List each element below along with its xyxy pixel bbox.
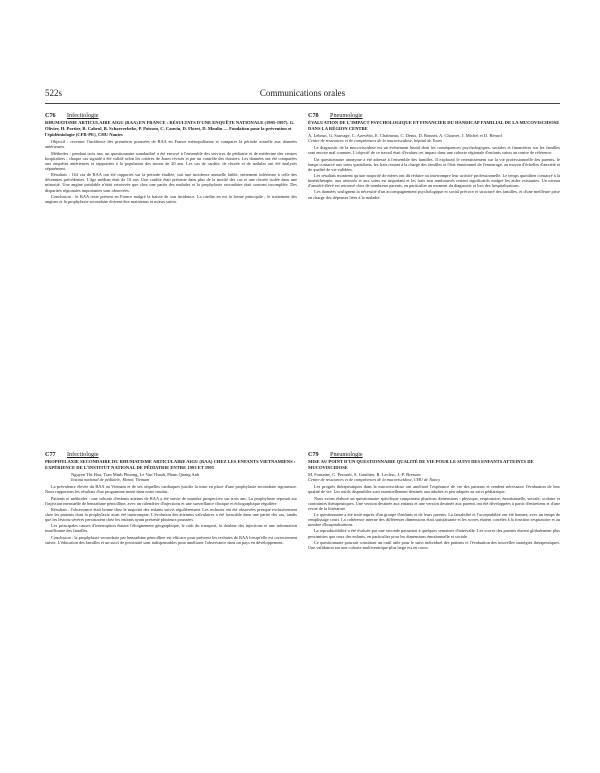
abstract-c78 xyxy=(308,112,560,358)
abstract-title: MISE AU POINT D'UN QUESTIONNAIRE QUALITÉ DE VIE POUR LE SUIVI DES ENFANTS ATTEINTS DE MUCOVISCIDOSE xyxy=(308,459,534,470)
abstract-code: C76 xyxy=(45,112,56,119)
abstract-paragraph: Les résultats montrent qu'une majorité de mères ont dû réduire ou interrompre leur activité professionnelle. Le temps quotidien consacré à la kinésithérapie, aux aérosols et aux soins est important et les frais non remboursés restent significatifs malgré les aides existantes. Un niveau d'anxiété élevé est retrouvé chez de nombreux parents, en particulier au moment du diagnostic et lors des hospitalisations. xyxy=(308,172,560,189)
abstract-heading xyxy=(45,451,297,458)
abstract-heading xyxy=(308,112,560,119)
header-rule xyxy=(45,103,560,104)
abstract-paragraph: Méthodes : pendant trois ans, un questionnaire standardisé a été envoyé à l'ensemble des services de pédiatrie et de médecine des centres hospitaliers ; chaque cas signalé a été validé selon les critères de Jones révisés et par un contrôle des dossiers. Les données ont été comparées aux enquêtes antérieures et rapportées à la population des moins de 20 ans. Les cas de cardite, de chorée et de nodules ont été analysés séparément. xyxy=(45,150,297,171)
abstract-affiliation: Centre de ressources et de compétences de la mucoviscidose, CHU de Nancy xyxy=(308,477,441,482)
abstract-paragraph: Les principales causes d'interruption étaient l'éloignement géographique, le coût du transport, la douleur des injections et une information insuffisante des familles. xyxy=(45,523,297,534)
abstract-authors: M. Fontaine, C. Perrault, S. Gauthier, R. Leclerc, J.-P. Bresson xyxy=(308,471,421,477)
abstract-paragraph: Résultats : 164 cas de RAA ont été rapportés sur la période étudiée, soit une incidence annuelle faible, nettement inférieure à celle des décennies précédentes. L'âge médian était de 10 ans. Une cardite était présente dans plus de la moitié des cas et une chorée isolée dans une minorité. Une angine préalable n'était retrouvée que chez une partie des malades et la prophylaxie secondaire était souvent incomplète. Des disparités régionales importantes sont observées. xyxy=(45,172,297,193)
abstract-body xyxy=(45,484,297,545)
abstract-topic: Pneumologie xyxy=(330,451,363,458)
abstract-topic: Infectiologie xyxy=(67,112,99,119)
abstract-code: C78 xyxy=(308,112,319,119)
abstract-paragraph: Objectif : recenser l'incidence des premières poussées de RAA en France métropolitaine et comparer la période actuelle aux données antérieures. xyxy=(45,139,297,150)
abstract-body xyxy=(308,145,560,200)
abstract-c79 xyxy=(308,451,560,767)
abstract-title: RHUMATISME ARTICULAIRE AIGU (RAA) EN FRANCE : RÉSULTATS D'UNE ENQUÊTE NATIONALE (1995-1997). G. Olivier, H. Portier, B. Cabrol, B. Schaeverbeke, P. Poisson, C. Cauvin, D. Floret, D. Moulin — Fondation pour la prévention et l'épidémiologie (CFR-PE), CHU Nantes xyxy=(45,120,295,137)
abstract-authors: A. Lebrun, G. Sauvage, C. Azevêdo, E. Chalmeau, C. Denis, D. Bonnet, A. Chauvet, J. Michel et D. Bérard xyxy=(308,132,502,138)
abstract-c77 xyxy=(45,451,297,767)
page-number: 522s xyxy=(45,88,63,98)
abstract-paragraph: Ce questionnaire pourrait constituer un outil utile pour le suivi individuel des patients et l'évaluation des nouvelles stratégies thérapeutiques. Une validation sur une cohorte multicentrique plus large est en cours. xyxy=(308,539,560,550)
abstract-paragraph: Les progrès thérapeutiques dans la mucoviscidose ont amélioré l'espérance de vie des patients et rendent nécessaire l'évaluation de leur qualité de vie. Les outils disponibles sont essentiellement destinés aux adultes et peu adaptés au suivi pédiatrique. xyxy=(308,484,560,495)
abstract-topic: Pneumologie xyxy=(330,112,363,119)
abstract-affiliation: Institut national de pédiatrie, Hanoï, Vietnam xyxy=(71,477,150,482)
abstract-paragraph: Un questionnaire anonyme a été adressé à l'ensemble des familles. Il explorait le retentissement sur la vie professionnelle des parents, le temps consacré aux soins quotidiens, les frais restant à la charge des familles et l'état émotionnel de l'entourage, au moyen d'échelles d'anxiété et de qualité de vie validées. xyxy=(308,156,560,172)
abstract-paragraph: Le questionnaire a été testé auprès d'un groupe d'enfants et de leurs parents. La faisabilité et l'acceptabilité ont été bonnes, avec un temps de remplissage court. La cohérence interne des différentes dimensions était satisfaisante et les scores étaient corrélés à la fonction respiratoire et au nombre d'hospitalisations. xyxy=(308,511,560,528)
abstract-paragraph: Le diagnostic de la mucoviscidose est un événement brutal dont les conséquences psychologiques, sociales et financières sur les familles sont encore mal connues. L'objectif de ce travail était d'évaluer cet impact dans une cohorte régionale d'enfants suivis au centre de référence. xyxy=(308,145,560,156)
abstract-title: PROPHYLAXIE SECONDAIRE DU RHUMATISME ARTICULAIRE AIGU (RAA) CHEZ LES ENFANTS VIETNAMIENS : EXPÉRIENCE DE L'INSTITUT NATIONAL DE PÉDIATRIE ENTRE 1993 ET 1995 xyxy=(45,459,296,470)
abstract-body xyxy=(45,139,297,204)
abstract-heading xyxy=(45,112,297,119)
abstract-paragraph: La prévalence élevée du RAA au Vietnam et de ses séquelles cardiaques justifie la mise en place d'une prophylaxie secondaire rigoureuse. Nous rapportons les résultats d'un programme mené dans notre institut. xyxy=(45,484,297,495)
abstract-heading xyxy=(308,451,560,458)
abstract-paragraph: Conclusion : le RAA reste présent en France malgré la baisse de son incidence. La cardite en est la forme principale ; le traitement des angines et la prophylaxie secondaire doivent être maintenus et mieux suivis. xyxy=(45,193,297,204)
abstract-authors: Nguyen Thi Hoa, Tran Minh Phuong, Le Van Thanh, Pham Quang Anh xyxy=(71,471,200,477)
abstract-paragraph: Conclusion : la prophylaxie secondaire par benzathine pénicilline est efficace pour prévenir les rechutes de RAA lorsqu'elle est correctement suivie. L'éducation des familles et un suivi de proximité sont indispensables pour améliorer l'observance dans un pays en développement. xyxy=(45,534,297,545)
abstract-paragraph: Nous avons élaboré un questionnaire spécifique comportant plusieurs dimensions : physique, respiratoire, émotionnelle, sociale, scolaire et contraintes thérapeutiques. Une version destinée aux enfants et une version destinée aux parents ont été développées à partir d'entretiens et d'une revue de la littérature. xyxy=(308,495,560,511)
abstract-code: C77 xyxy=(45,451,56,458)
abstract-code: C79 xyxy=(308,451,319,458)
abstract-paragraph: Ces données soulignent la nécessité d'un accompagnement psychologique et social précoce et structuré des familles, et d'une meilleure prise en charge des dépenses liées à la maladie. xyxy=(308,189,560,200)
abstract-c76 xyxy=(45,112,297,358)
abstract-affiliation: Centre de ressources et de compétences de la mucoviscidose, hôpital de Tours xyxy=(308,138,442,143)
journal-section-title: Communications orales xyxy=(259,88,346,98)
page-header xyxy=(45,88,560,100)
abstract-paragraph: Résultats : l'observance était bonne chez la majorité des enfants suivis régulièrement. Les rechutes ont été observées presque exclusivement chez les patients dont la prophylaxie avait été interrompue. L'évolution des atteintes valvulaires a été favorable dans une partie des cas, tandis que les lésions sévères persistaient chez les enfants ayant présenté plusieurs poussées. xyxy=(45,506,297,523)
abstract-body xyxy=(308,484,560,550)
abstract-paragraph: Patients et méthodes : une cohorte d'enfants atteints de RAA a été suivie de manière prospective sur trois ans. La prophylaxie reposait sur l'injection mensuelle de benzathine pénicilline, avec un calendrier d'injections et une surveillance clinique et échographique régulière. xyxy=(45,495,297,506)
abstract-paragraph: La reproductibilité a été évaluée par une seconde passation à quelques semaines d'intervalle. Les scores des parents étaient globalement plus pessimistes que ceux des enfants, en particulier pour les dimensions émotionnelle et sociale. xyxy=(308,528,560,539)
abstract-topic: Infectiologie xyxy=(67,451,99,458)
abstract-title: ÉVALUATION DE L'IMPACT PSYCHOLOGIQUE ET FINANCIER DU HANDICAP FAMILIAL DE LA MUCOVISCIDOSE DANS LA RÉGION CENTRE xyxy=(308,120,560,131)
